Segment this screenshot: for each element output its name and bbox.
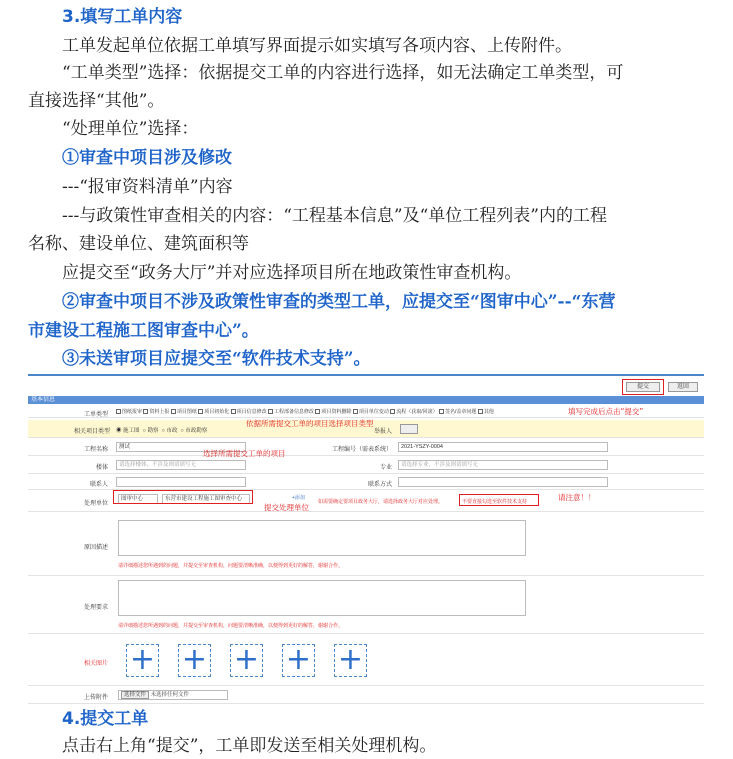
submit-button[interactable]: 提交 (626, 382, 660, 392)
item2-heading: ②审查中项目不涉及政策性审查的类型工单，应提交至“图审中心”--“东营 (62, 292, 616, 312)
back-button[interactable]: 返回 (668, 382, 698, 392)
handler-highlight-box (113, 490, 253, 504)
form-row-contact: 联系人 联系方式 (28, 476, 704, 490)
submit-highlight-box (622, 379, 664, 395)
form-row-handler: 处理单位 图审中心 东营市建设工程施工图审查中心 +添加 如需要确定要项目政务大厅，请选择政务大厅对应处理。 不要直接勾选至软件技术支持 (28, 492, 704, 512)
paragraph: “工单类型”选择：依据提交工单的内容进行选择，如无法确定工单类型，可 (62, 63, 624, 83)
annotation-project-type: 依据所需提交工单的项目选择项目类型 (246, 419, 374, 428)
handler-select-2[interactable]: 东营市建设工程施工图审查中心 (162, 494, 250, 504)
form-row-project-name: 工程名称 测试 工程编号（需表系统） 2021-YSZY-0004 (28, 440, 704, 456)
type-options[interactable]: 图纸报审 资料上报 项目图纸 项目初始化 项目信息修改 工程部备信息修改 项目资料删除 项目单位变动 流程（获取/回滚） 签名/盖章问题 其他 (116, 408, 494, 415)
building-input[interactable]: 请选择楼体，不涉及则请填写无 (116, 460, 246, 470)
annotation-submit: 填写完成后点击“提交” (568, 407, 644, 416)
add-image-icon[interactable]: + (126, 644, 159, 677)
item1-heading: ①审查中项目涉及修改 (62, 148, 232, 168)
project-type-radios[interactable]: ◉ 施工图 ○ 勘察 ○ 市政 ○ 市政勘察 (116, 428, 208, 434)
type-label: 工单类型 (83, 412, 108, 418)
paragraph: 直接选择“其他”。 (28, 91, 165, 111)
add-handler-link[interactable]: +添加 (292, 495, 305, 501)
handler-hint: 如需要确定要项目政务大厅，请选择政务大厅对应处理。 (318, 499, 444, 505)
paragraph: 名称、建设单位、建筑面积等 (28, 234, 249, 254)
request-hint: 请详细描述您所遇到的问题，并提交至审查机构，问题要清晰准确，以便得到更好的解答，谢谢合作。 (118, 623, 344, 629)
form-row-project-type: 相关项目类型 ◉ 施工图 ○ 勘察 ○ 市政 ○ 市政勘察 举报人 (28, 420, 704, 438)
annotation-handler: 提交处理单位 (264, 503, 309, 512)
file-input[interactable]: 选择文件 未选择任何文件 (118, 690, 228, 700)
handler-select-1[interactable]: 图审中心 (118, 494, 158, 504)
annotation-notice: 请注意！！ (558, 493, 596, 502)
add-image-icon[interactable]: + (230, 644, 263, 677)
item3-heading: ③未送审项目应提交至“软件技术支持”。 (62, 349, 371, 369)
reporter-select[interactable] (400, 424, 418, 434)
form-row-building: 楼体 请选择楼体，不涉及则请填写无 专业 请选择专业，不涉及则请填写无 (28, 458, 704, 474)
reason-textarea[interactable] (118, 520, 526, 556)
section4-heading: 4.提交工单 (62, 709, 149, 729)
form-row-reason: 原因描述 请详细描述您所遇到的问题，并提交至审查机构，问题要清晰准确，以便得到更好的解答，谢谢合作。 (28, 514, 704, 576)
major-input[interactable]: 请选择专业，不涉及则请填写无 (398, 460, 608, 470)
reason-hint: 请详细描述您所遇到的问题，并提交至审查机构，问题要清晰准确，以便得到更好的解答，谢谢合作。 (118, 563, 344, 569)
project-name-input[interactable]: 测试 (116, 442, 246, 452)
form-row-attach: 上传附件 选择文件 未选择任何文件 (28, 688, 704, 704)
project-code-input[interactable]: 2021-YSZY-0004 (398, 442, 608, 452)
handler-hint-box: 不要直接勾选至软件技术支持 (462, 499, 528, 505)
form-screenshot (28, 374, 704, 706)
add-image-icon[interactable]: + (334, 644, 367, 677)
paragraph: 点击右上角“提交”，工单即发送至相关处理机构。 (62, 736, 437, 756)
paragraph: ---与政策性审查相关的内容：“工程基本信息”及“单位工程列表”内的工程 (62, 206, 607, 226)
contact-input[interactable] (116, 477, 246, 487)
paragraph: ---“报审资料清单”内容 (62, 177, 233, 197)
add-image-icon[interactable]: + (282, 644, 315, 677)
paragraph: 工单发起单位依据工单填写界面提示如实填写各项内容、上传附件。 (62, 36, 572, 56)
add-image-icon[interactable]: + (178, 644, 211, 677)
contact-way-input[interactable] (398, 477, 608, 487)
section3-heading: 3.填写工单内容 (62, 7, 183, 27)
request-textarea[interactable] (118, 580, 526, 616)
choose-file-button[interactable]: 选择文件 (121, 691, 149, 699)
item2-heading-cont: 市建设工程施工图审查中心”。 (28, 321, 259, 341)
basic-info-bar: 基本信息 (28, 396, 704, 404)
annotation-project: 选择所需提交工单的项目 (203, 449, 286, 458)
paragraph: “处理单位”选择： (62, 119, 199, 139)
paragraph: 应提交至“政务大厅”并对应选择项目所在地政策性审查机构。 (62, 263, 522, 283)
handler-hint-highlight (459, 494, 539, 506)
form-row-request: 处理要求 请详细描述您所遇到的问题，并提交至审查机构，问题要清晰准确，以便得到更好的解答，谢谢合作。 (28, 578, 704, 634)
form-row-images: 相关图片 + + + + + (28, 636, 704, 686)
